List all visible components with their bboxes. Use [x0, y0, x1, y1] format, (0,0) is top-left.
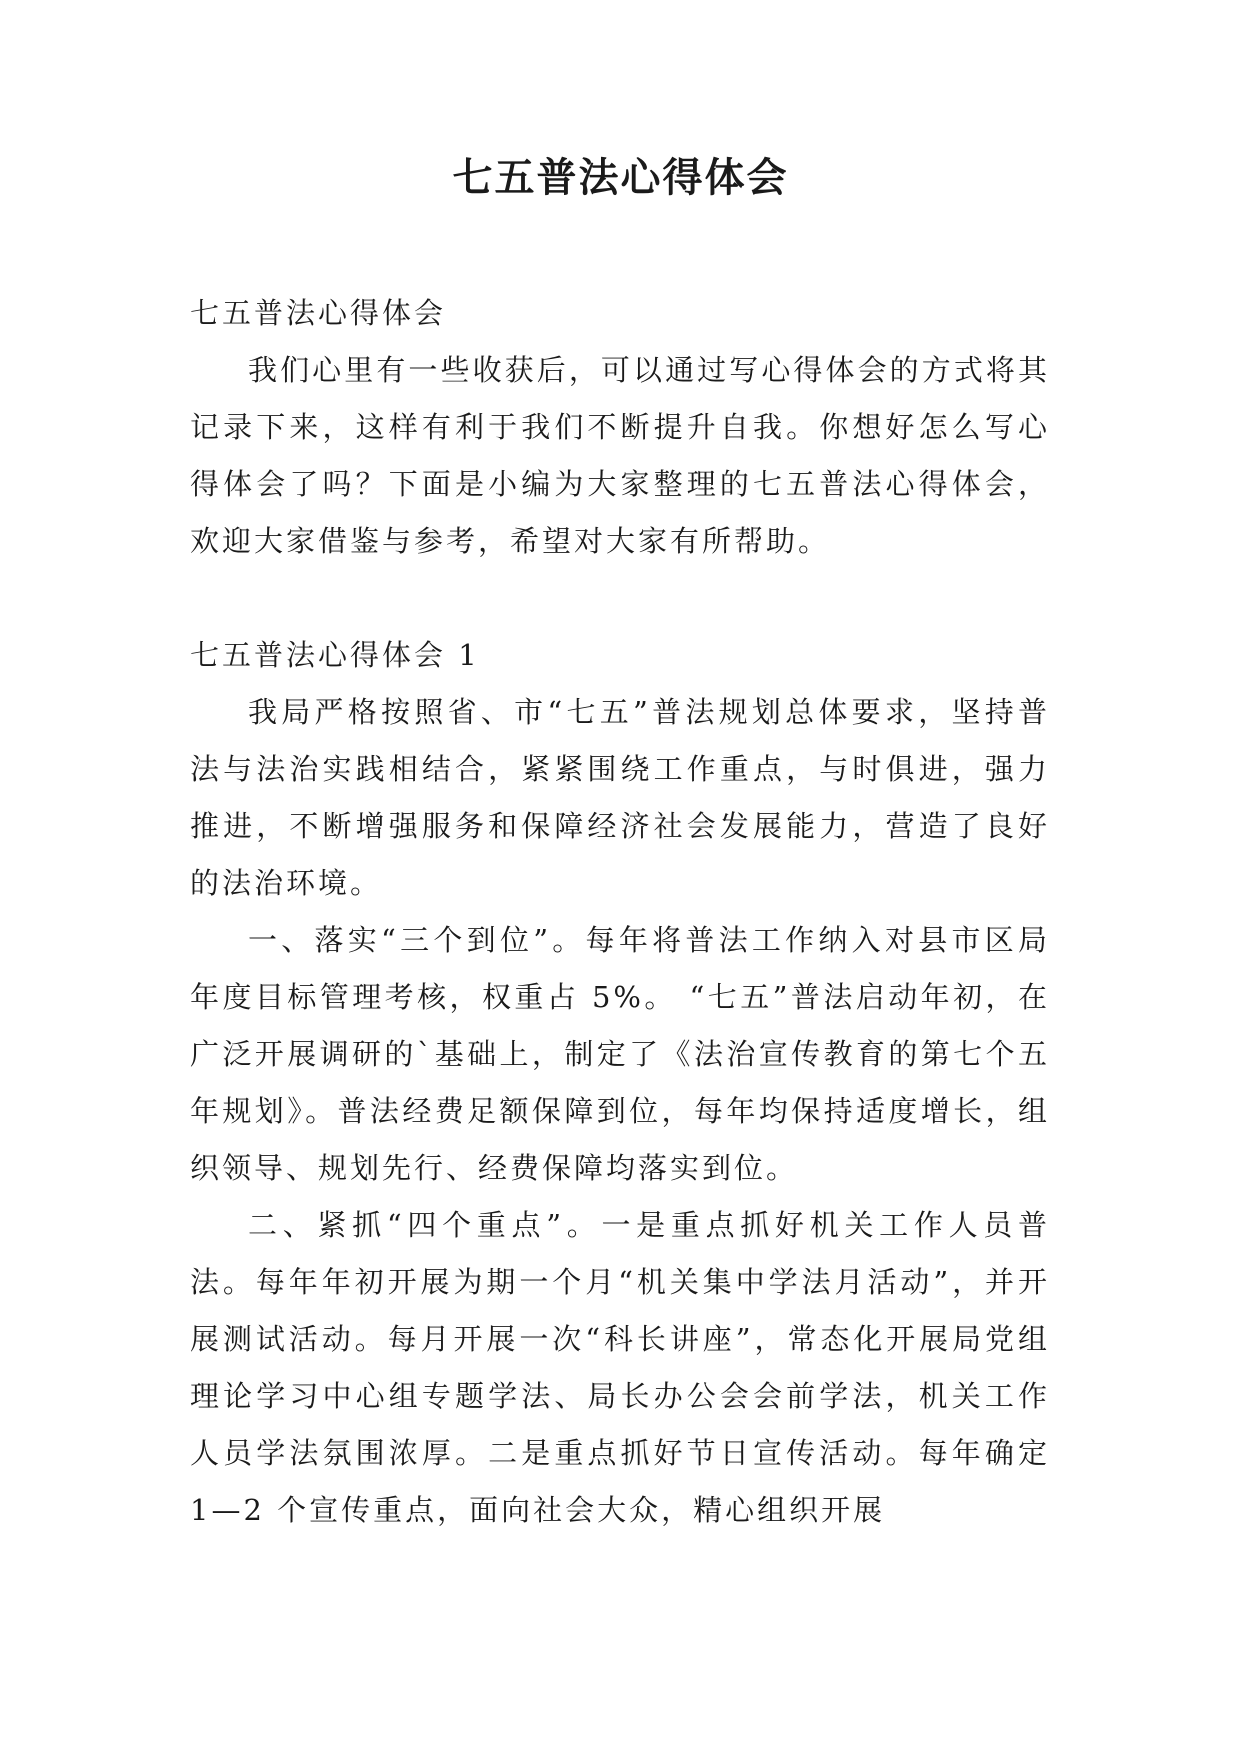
document-subtitle: 七五普法心得体会	[190, 296, 447, 330]
body-paragraph: 一、落实“三个到位”。每年将普法工作纳入对县市区局年度目标管理考核，权重占 5%。 “七五”普法启动年初，在广泛开展调研的`基础上，制定了《法治宣传教育的第七个五年规划》。普法经费足额保障到位，每年均保持适度增长，组织领导、规划先行、经费保障均落实到位。	[190, 923, 1050, 1185]
section-heading: 七五普法心得体会 1	[190, 638, 480, 672]
document-body	[190, 285, 1050, 1539]
body-paragraph: 二、紧抓“四个重点”。一是重点抓好机关工作人员普法。每年年初开展为期一个月“机关集中学法月活动”，并开展测试活动。每月开展一次“科长讲座”，常态化开展局党组理论学习中心组专题学法、局长办公会会前学法，机关工作人员学法氛围浓厚。二是重点抓好节日宣传活动。每年确定 1—2 个宣传重点，面向社会大众，精心组织开展	[190, 1208, 1050, 1527]
intro-paragraph: 我们心里有一些收获后，可以通过写心得体会的方式将其记录下来，这样有利于我们不断提升自我。你想好怎么写心得体会了吗？下面是小编为大家整理的七五普法心得体会，欢迎大家借鉴与参考，希望对大家有所帮助。	[190, 353, 1050, 558]
body-paragraph: 我局严格按照省、市“七五”普法规划总体要求，坚持普法与法治实践相结合，紧紧围绕工作重点，与时俱进，强力推进，不断增强服务和保障经济社会发展能力，营造了良好的法治环境。	[190, 695, 1050, 900]
document-title: 七五普法心得体会	[452, 155, 789, 201]
